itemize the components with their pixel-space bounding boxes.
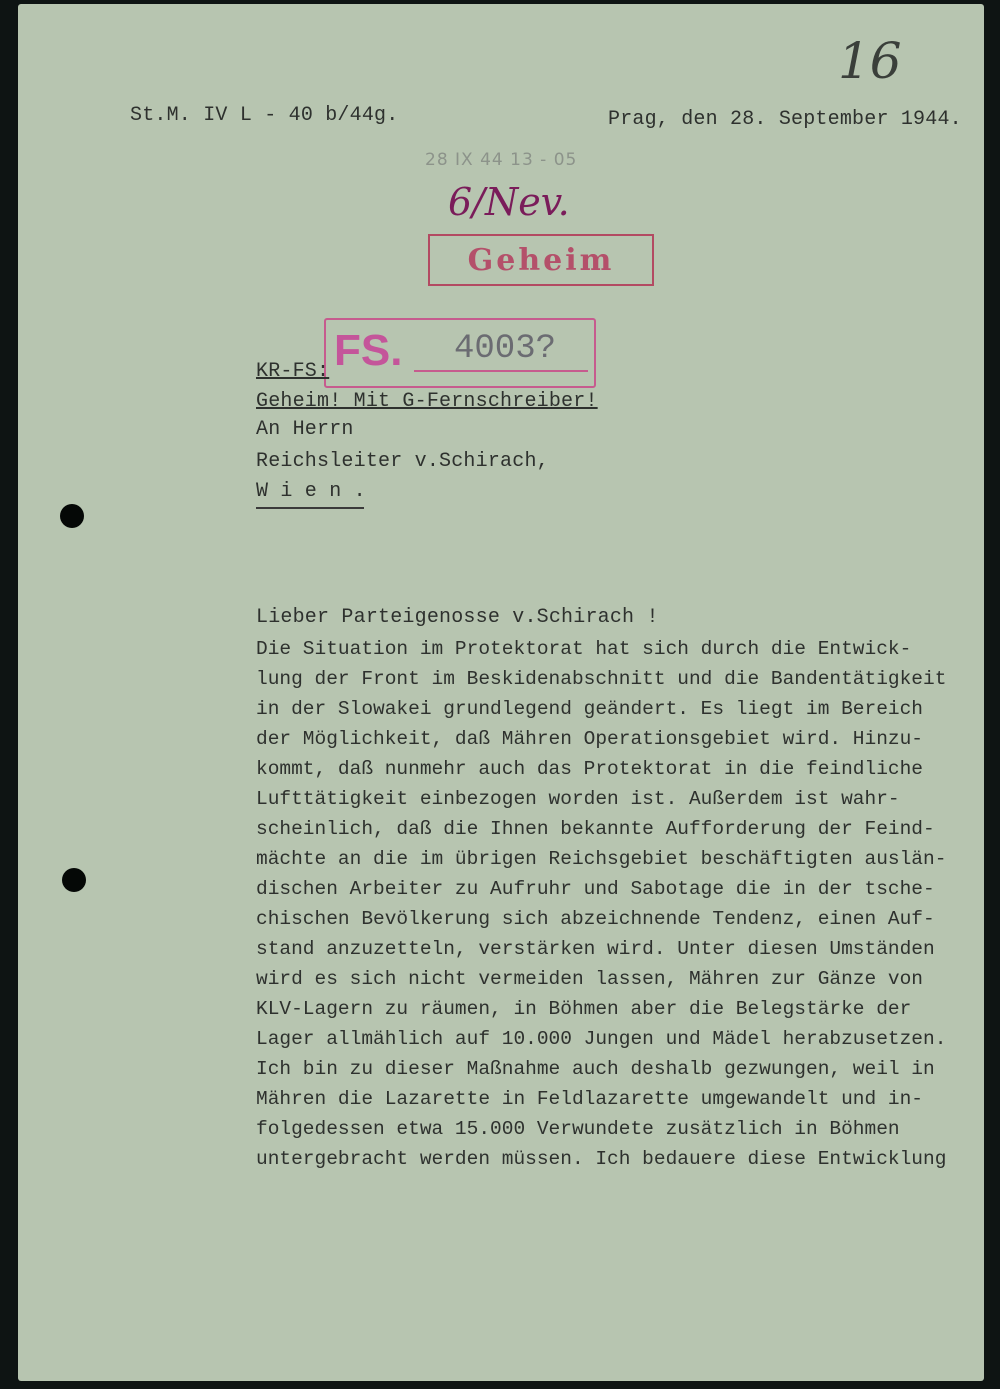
- letter-line: untergebracht werden müssen. Ich bedauere diese Entwicklung: [256, 1148, 947, 1170]
- letter-body: [256, 634, 976, 1174]
- letter-line: chischen Bevölkerung sich abzeichnende Tendenz, einen Auf-: [256, 908, 935, 930]
- city-line: W i e n .: [256, 480, 366, 503]
- letter-line: Lufttätigkeit einbezogen worden ist. Außerdem ist wahr-: [256, 788, 900, 810]
- letter-line: in der Slowakei grundlegend geändert. Es liegt im Bereich: [256, 698, 924, 720]
- document-page: [18, 4, 984, 1381]
- page-number: 16: [838, 32, 902, 90]
- letter-line: scheinlich, daß die Ihnen bekannte Aufforderung der Feind-: [256, 818, 935, 840]
- fs-stamp-line: [414, 370, 588, 372]
- letter-line: Mähren die Lazarette in Feldlazarette umgewandelt und in-: [256, 1088, 924, 1110]
- fs-stamp: [324, 318, 596, 388]
- city-underline: [256, 507, 364, 509]
- letter-line: stand anzuzetteln, verstärken wird. Unter diesen Umständen: [256, 938, 935, 960]
- letter-line: Die Situation im Protektorat hat sich durch die Entwick-: [256, 638, 912, 660]
- kr-fs-line: KR-FS:: [256, 360, 330, 383]
- punch-hole-top: [60, 504, 84, 528]
- reference-number: St.M. IV L - 40 b/44g.: [130, 104, 399, 127]
- transmission-line: Geheim! Mit G-Fernschreiber!: [256, 390, 598, 413]
- salutation-line: An Herrn: [256, 418, 354, 441]
- letter-line: der Möglichkeit, daß Mähren Operationsgebiet wird. Hinzu-: [256, 728, 924, 750]
- recipient-line: Reichsleiter v.Schirach,: [256, 450, 549, 473]
- letter-line: kommt, daß nunmehr auch das Protektorat in die feindliche: [256, 758, 924, 780]
- punch-hole-bottom: [62, 868, 86, 892]
- place-date: Prag, den 28. September 1944.: [608, 108, 962, 131]
- letter-line: lung der Front im Beskidenabschnitt und die Bandentätigkeit: [256, 668, 947, 690]
- letter-line: Lager allmählich auf 10.000 Jungen und Mädel herabzusetzen.: [256, 1028, 947, 1050]
- fs-stamp-label: FS.: [334, 326, 403, 375]
- letter-line: mächte an die im übrigen Reichsgebiet beschäftigten auslän-: [256, 848, 947, 870]
- letter-line: folgedessen etwa 15.000 Verwundete zusätzlich in Böhmen: [256, 1118, 900, 1140]
- letter-greeting: Lieber Parteigenosse v.Schirach !: [256, 606, 659, 629]
- handwritten-initials: 6/Nev.: [448, 180, 570, 224]
- letter-line: dischen Arbeiter zu Aufruhr und Sabotage die in der tsche-: [256, 878, 935, 900]
- fs-stamp-number: 4003?: [454, 330, 557, 368]
- letter-line: KLV-Lagern zu räumen, in Böhmen aber die Belegstärke der: [256, 998, 912, 1020]
- geheim-stamp-text: Geheim: [467, 242, 615, 278]
- geheim-stamp: [428, 234, 654, 286]
- letter-line: Ich bin zu dieser Maßnahme auch deshalb gezwungen, weil in: [256, 1058, 935, 1080]
- letter-line: wird es sich nicht vermeiden lassen, Mähren zur Gänze von: [256, 968, 924, 990]
- received-stamp: 28 IX 44 13 - 05: [425, 150, 578, 170]
